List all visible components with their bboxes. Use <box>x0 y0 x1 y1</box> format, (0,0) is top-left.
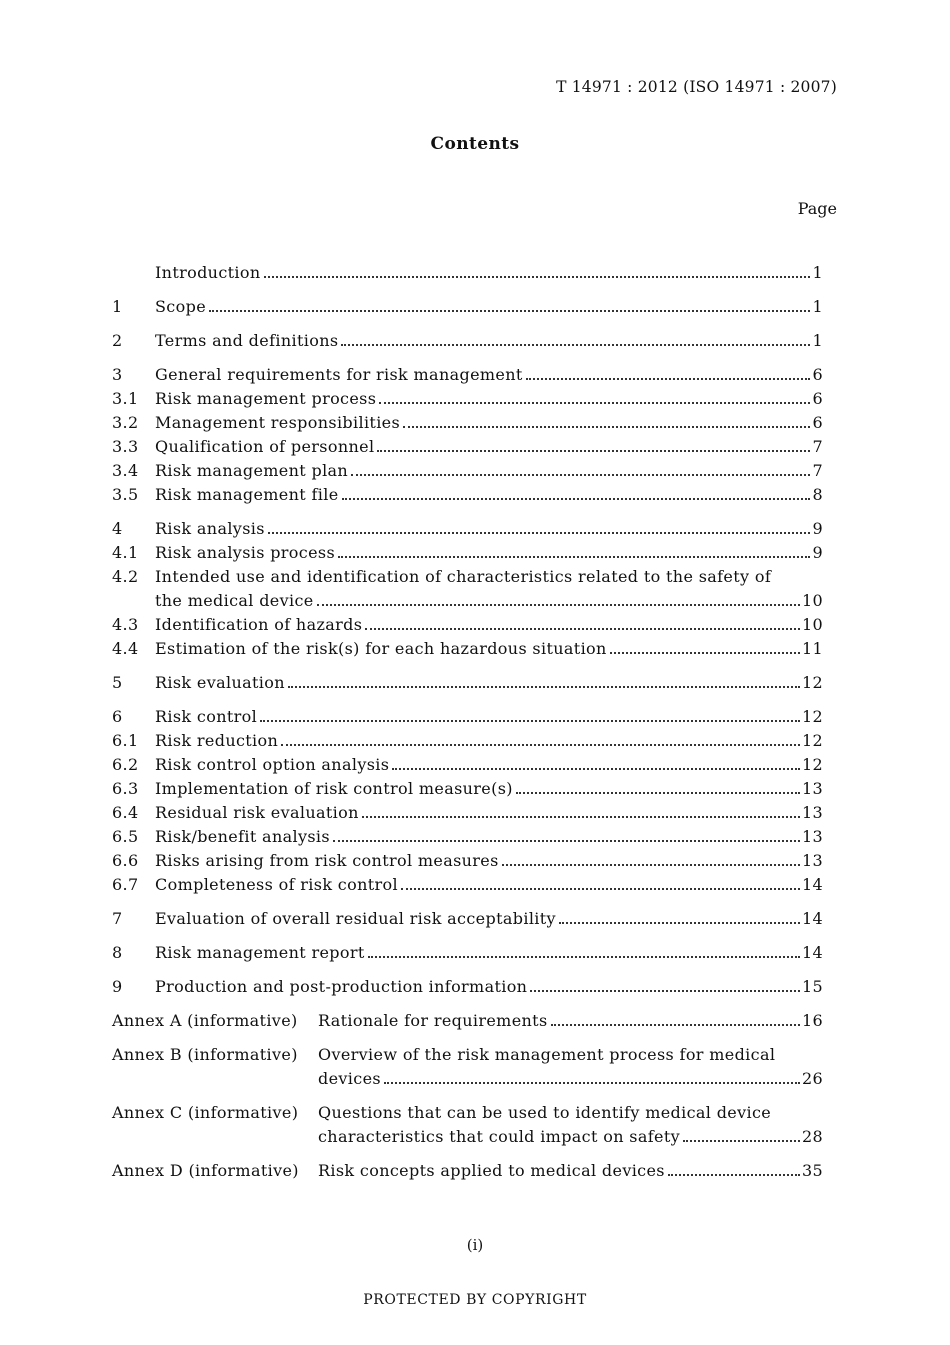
toc-group <box>112 941 823 965</box>
toc-entry[interactable] <box>112 849 823 873</box>
dot-leader <box>379 401 810 404</box>
toc-entry-title: Risk control <box>155 707 258 726</box>
toc-entry[interactable] <box>112 517 823 541</box>
toc-entry-page: 12 <box>801 755 823 774</box>
toc-entry-number: 5 <box>112 673 123 692</box>
toc-entry-continuation[interactable] <box>112 1067 823 1091</box>
toc-annex-label: Annex C (informative) <box>112 1103 299 1122</box>
toc-entry-page: 10 <box>801 591 823 610</box>
toc-entry-number: 4.2 <box>112 567 139 586</box>
toc-entry-title: Management responsibilities <box>155 413 401 432</box>
toc-entry-number: 9 <box>112 977 123 996</box>
toc-entry-page: 9 <box>812 519 823 538</box>
contents-heading: Contents <box>430 134 520 154</box>
dot-leader <box>288 685 800 688</box>
toc-entry-page: 8 <box>812 485 823 504</box>
toc-entry-title: Risk/benefit analysis <box>155 827 330 846</box>
toc-entry-title: Identification of hazards <box>155 615 363 634</box>
toc-entry-page: 9 <box>812 543 823 562</box>
toc-entry-number: 4 <box>112 519 123 538</box>
toc-entry-title: Intended use and identification of characteristics related to the safety of <box>155 567 772 586</box>
toc-entry-number: 6 <box>112 707 123 726</box>
toc-entry-page: 28 <box>801 1127 823 1146</box>
dot-leader <box>610 651 800 654</box>
dot-leader <box>559 921 800 924</box>
dot-leader <box>526 377 811 380</box>
toc-entry[interactable] <box>112 1159 823 1183</box>
toc-group <box>112 329 823 353</box>
toc-entry-page: 13 <box>801 851 823 870</box>
toc-entry[interactable] <box>112 753 823 777</box>
toc-entry-number: 3 <box>112 365 123 384</box>
toc-group <box>112 1159 823 1183</box>
toc-entry-title: Scope <box>155 297 207 316</box>
toc-entry[interactable] <box>112 1043 823 1067</box>
toc-entry-page: 35 <box>801 1161 823 1180</box>
toc-entry[interactable] <box>112 329 823 353</box>
toc-entry-number: 7 <box>112 909 123 928</box>
toc-entry-title-cont: devices <box>318 1069 381 1088</box>
toc-group <box>112 907 823 931</box>
toc-group <box>112 363 823 507</box>
toc-entry-page: 6 <box>812 365 823 384</box>
toc-entry-title: Risk analysis process <box>155 543 336 562</box>
toc-entry[interactable] <box>112 459 823 483</box>
page-number: (i) <box>466 1236 484 1254</box>
toc-entry-page: 7 <box>812 437 823 456</box>
dot-leader <box>281 743 800 746</box>
toc-entry-title: Evaluation of overall residual risk acceptability <box>155 909 556 928</box>
toc-entry-page: 12 <box>801 731 823 750</box>
toc-entry-page: 14 <box>801 943 823 962</box>
toc-entry-number: 1 <box>112 297 123 316</box>
toc-entry-page: 14 <box>801 909 823 928</box>
toc-group <box>112 975 823 999</box>
toc-entry[interactable] <box>112 541 823 565</box>
toc-group <box>112 1043 823 1091</box>
toc-entry-number: 6.7 <box>112 875 139 894</box>
toc-group <box>112 1009 823 1033</box>
toc-entry-title-cont: the medical device <box>155 591 314 610</box>
toc-entry-page: 26 <box>801 1069 823 1088</box>
toc-annex-label: Annex D (informative) <box>112 1161 299 1180</box>
toc-entry-continuation[interactable] <box>112 1125 823 1149</box>
toc-entry-title: Introduction <box>155 263 261 282</box>
toc-entry[interactable] <box>112 705 823 729</box>
dot-leader <box>209 309 810 312</box>
toc-entry-title: Risk control option analysis <box>155 755 390 774</box>
toc-entry-number: 4.3 <box>112 615 139 634</box>
toc-entry-page: 12 <box>801 707 823 726</box>
toc-entry-page: 13 <box>801 779 823 798</box>
toc-entry-title: Implementation of risk control measure(s) <box>155 779 513 798</box>
dot-leader <box>401 887 800 890</box>
toc-entry-title: Terms and definitions <box>155 331 339 350</box>
dot-leader <box>268 531 811 534</box>
dot-leader <box>384 1081 800 1084</box>
toc-group <box>112 705 823 897</box>
toc-entry-title: Risk reduction <box>155 731 279 750</box>
toc-entry-title: Questions that can be used to identify medical device <box>318 1103 772 1122</box>
toc-entry-number: 2 <box>112 331 123 350</box>
toc-entry-title: Risk management process <box>155 389 377 408</box>
toc-entry-number: 6.3 <box>112 779 139 798</box>
toc-entry-page: 12 <box>801 673 823 692</box>
toc-entry[interactable] <box>112 907 823 931</box>
toc-entry-page: 13 <box>801 827 823 846</box>
toc-entry[interactable] <box>112 825 823 849</box>
toc-entry-number: 3.5 <box>112 485 139 504</box>
toc-entry[interactable] <box>112 483 823 507</box>
toc-entry-number: 3.1 <box>112 389 139 408</box>
toc-entry-page: 1 <box>812 263 823 282</box>
toc-entry[interactable] <box>112 941 823 965</box>
toc-entry-title: Production and post-production information <box>155 977 528 996</box>
toc-entry-number: 3.3 <box>112 437 139 456</box>
dot-leader <box>683 1139 800 1142</box>
toc-entry-title: Qualification of personnel <box>155 437 375 456</box>
toc-entry-title: General requirements for risk management <box>155 365 523 384</box>
toc-entry-page: 6 <box>812 389 823 408</box>
toc-entry-page: 14 <box>801 875 823 894</box>
page-column-label: Page <box>797 199 837 218</box>
dot-leader <box>365 627 800 630</box>
toc-entry-page: 1 <box>812 297 823 316</box>
dot-leader <box>260 719 800 722</box>
toc-entry-title: Estimation of the risk(s) for each hazardous situation <box>155 639 607 658</box>
toc-entry-page: 11 <box>801 639 823 658</box>
toc-entry-number: 4.1 <box>112 543 139 562</box>
toc-annex-label: Annex A (informative) <box>112 1011 298 1030</box>
toc-entry-page: 10 <box>801 615 823 634</box>
toc-entry[interactable] <box>112 873 823 897</box>
toc-entry-title: Risk management report <box>155 943 365 962</box>
toc-entry[interactable] <box>112 975 823 999</box>
toc-entry[interactable] <box>112 565 823 589</box>
toc-entry[interactable] <box>112 729 823 753</box>
toc-entry-title: Rationale for requirements <box>318 1011 548 1030</box>
dot-leader <box>530 989 800 992</box>
toc-entry-continuation[interactable] <box>112 589 823 613</box>
copyright-notice: PROTECTED BY COPYRIGHT <box>363 1292 587 1308</box>
toc-entry-page: 7 <box>812 461 823 480</box>
toc-entry-title: Overview of the risk management process for medical <box>318 1045 776 1064</box>
toc-entry-page: 15 <box>801 977 823 996</box>
toc-entry-page: 13 <box>801 803 823 822</box>
dot-leader <box>362 815 800 818</box>
dot-leader <box>551 1023 800 1026</box>
toc-entry-title: Risk management plan <box>155 461 349 480</box>
toc-entry-number: 4.4 <box>112 639 139 658</box>
toc-entry[interactable] <box>112 801 823 825</box>
toc-entry[interactable] <box>112 777 823 801</box>
toc-entry[interactable] <box>112 387 823 411</box>
toc-entry-page: 1 <box>812 331 823 350</box>
dot-leader <box>403 425 810 428</box>
toc-entry-number: 3.2 <box>112 413 139 432</box>
toc-group <box>112 261 823 285</box>
toc-entry-title: Risk analysis <box>155 519 265 538</box>
toc-entry-number: 6.5 <box>112 827 139 846</box>
toc-entry[interactable] <box>112 1101 823 1125</box>
dot-leader <box>264 275 811 278</box>
toc-group <box>112 295 823 319</box>
toc-entry-number: 6.6 <box>112 851 139 870</box>
toc-entry[interactable] <box>112 637 823 661</box>
dot-leader <box>516 791 800 794</box>
toc-entry[interactable] <box>112 261 823 285</box>
toc-entry-title: Completeness of risk control <box>155 875 398 894</box>
toc-entry-number: 6.2 <box>112 755 139 774</box>
dot-leader <box>368 955 800 958</box>
toc-entry[interactable] <box>112 411 823 435</box>
toc-entry[interactable] <box>112 671 823 695</box>
toc-group <box>112 1101 823 1149</box>
table-of-contents <box>112 261 823 1193</box>
dot-leader <box>342 497 811 500</box>
dot-leader <box>341 343 810 346</box>
toc-entry-title: Risks arising from risk control measures <box>155 851 499 870</box>
dot-leader <box>377 449 810 452</box>
toc-group <box>112 517 823 661</box>
toc-entry[interactable] <box>112 613 823 637</box>
dot-leader <box>338 555 810 558</box>
toc-entry-number: 6.1 <box>112 731 139 750</box>
toc-entry[interactable] <box>112 1009 823 1033</box>
toc-entry-number: 6.4 <box>112 803 139 822</box>
toc-entry-title-cont: characteristics that could impact on safety <box>318 1127 680 1146</box>
toc-entry[interactable] <box>112 435 823 459</box>
dot-leader <box>317 603 800 606</box>
toc-entry-title: Risk evaluation <box>155 673 285 692</box>
toc-entry-page: 16 <box>801 1011 823 1030</box>
toc-entry-title: Risk concepts applied to medical devices <box>318 1161 665 1180</box>
toc-annex-label: Annex B (informative) <box>112 1045 298 1064</box>
dot-leader <box>502 863 800 866</box>
toc-entry-title: Risk management file <box>155 485 339 504</box>
toc-entry[interactable] <box>112 363 823 387</box>
toc-entry-number: 3.4 <box>112 461 139 480</box>
dot-leader <box>668 1173 800 1176</box>
toc-group <box>112 671 823 695</box>
dot-leader <box>351 473 810 476</box>
toc-entry-title: Residual risk evaluation <box>155 803 359 822</box>
dot-leader <box>392 767 800 770</box>
toc-entry-page: 6 <box>812 413 823 432</box>
document-reference: T 14971 : 2012 (ISO 14971 : 2007) <box>556 78 837 96</box>
dot-leader <box>333 839 800 842</box>
toc-entry-number: 8 <box>112 943 123 962</box>
toc-entry[interactable] <box>112 295 823 319</box>
